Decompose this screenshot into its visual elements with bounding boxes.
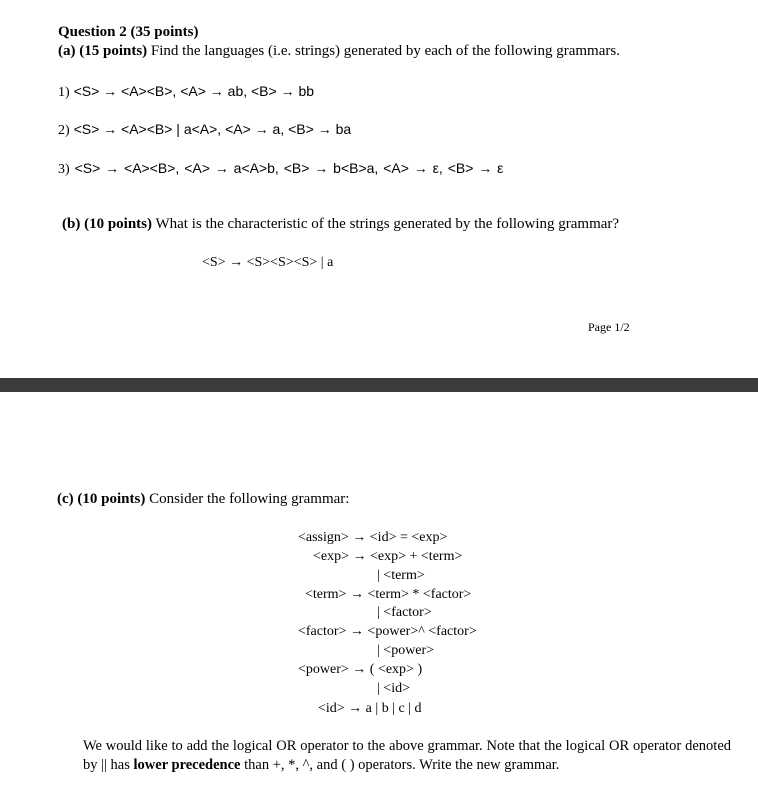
grammar-1-number: 1) bbox=[58, 85, 70, 100]
part-b-label: (b) (10 points) bbox=[62, 216, 153, 232]
paragraph-bold: lower precedence bbox=[133, 757, 241, 773]
paragraph-text-after: than +, *, ^, and ( ) operators. Write the new grammar. bbox=[240, 757, 560, 773]
part-c-text: Consider the following grammar: bbox=[145, 491, 350, 507]
grammar-line-exp: <exp> → <exp> + <term> bbox=[313, 549, 463, 564]
grammar-2-number: 2) bbox=[58, 123, 70, 138]
grammar-line-exp-alt: | <term> bbox=[377, 568, 425, 583]
question-title: Question 2 (35 points) bbox=[58, 24, 199, 40]
grammar-line-factor: <factor> → <power>^ <factor> bbox=[298, 624, 477, 639]
grammar-line-power: <power> → ( <exp> ) bbox=[298, 662, 423, 677]
part-a-label: (a) (15 points) bbox=[58, 43, 148, 59]
part-a-text: Find the languages (i.e. strings) generated by each of the following grammars. bbox=[147, 43, 620, 59]
grammar-1-rule: <S> → <A><B>, <A> → ab, <B> → bb bbox=[73, 83, 315, 99]
grammar-line-term: <term> → <term> * <factor> bbox=[305, 587, 472, 602]
grammar-2-rule: <S> → <A><B> | a<A>, <A> → a, <B> → ba bbox=[73, 121, 352, 137]
page-divider bbox=[0, 378, 758, 392]
grammar-1 bbox=[58, 83, 314, 101]
grammar-line-id: <id> → a | b | c | d bbox=[318, 701, 422, 716]
grammar-3 bbox=[58, 160, 503, 178]
grammar-2 bbox=[58, 121, 351, 139]
part-c-label: (c) (10 points) bbox=[57, 491, 146, 507]
grammar-line-factor-alt: | <power> bbox=[377, 643, 435, 658]
part-b-heading bbox=[62, 216, 619, 233]
paragraph-text-before: We would like to add the logical OR operator to the above grammar. Note that the logical OR operator denoted by || has bbox=[83, 738, 731, 773]
grammar-line-term-alt: | <factor> bbox=[377, 605, 432, 620]
part-b-grammar: <S> → <S><S><S> | a bbox=[202, 255, 334, 270]
grammar-line-assign: <assign> → <id> = <exp> bbox=[298, 530, 448, 545]
grammar-line-power-alt: | <id> bbox=[377, 681, 410, 696]
part-a-heading bbox=[58, 43, 620, 60]
part-b-text: What is the characteristic of the strings generated by the following grammar? bbox=[152, 216, 620, 232]
grammar-3-number: 3) bbox=[58, 162, 70, 177]
grammar-3-rule: <S> → <A><B>, <A> → a<A>b, <B> → b<B>a, <A> → ε, <B> → ε bbox=[74, 160, 504, 176]
instruction-paragraph bbox=[83, 737, 731, 775]
part-c-heading bbox=[57, 491, 349, 508]
page-number: Page 1/2 bbox=[588, 320, 630, 334]
